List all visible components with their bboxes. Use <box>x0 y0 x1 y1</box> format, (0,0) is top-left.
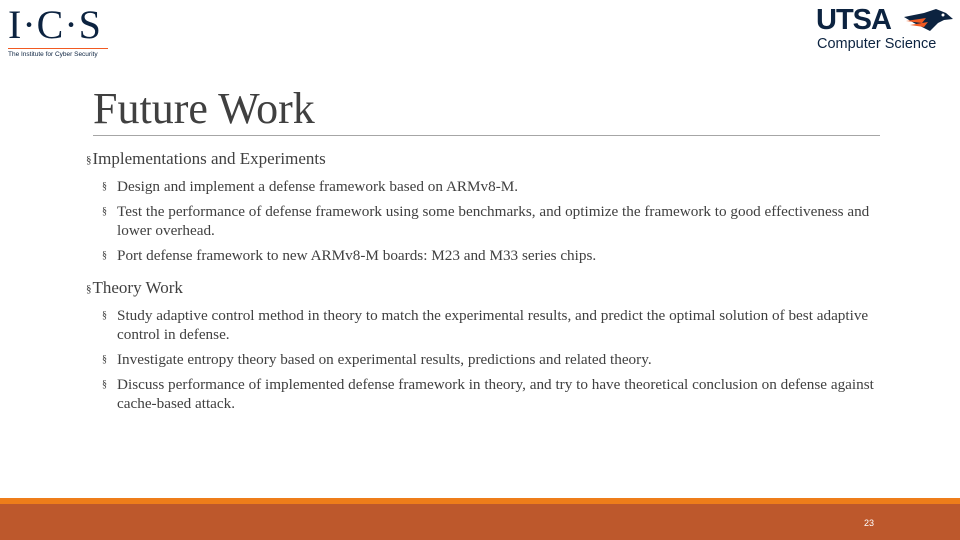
list-item <box>86 350 886 369</box>
list-item-text: Port defense framework to new ARMv8-M boards: M23 and M33 series chips. <box>117 247 597 264</box>
section-heading <box>86 277 886 300</box>
utsa-logo-subtitle: Computer Science <box>817 36 937 52</box>
bullet-icon: § <box>102 206 107 217</box>
section-heading <box>86 148 886 171</box>
ics-logo-tagline: The Institute for Cyber Security <box>8 51 98 58</box>
list-item-text: Discuss performance of implemented defense framework in theory, and try to have theoretical conclusion on defense against cache-based attack. <box>117 376 874 412</box>
slide-title: Future Work <box>93 84 315 133</box>
title-divider <box>93 135 880 136</box>
bullet-icon: § <box>102 250 107 261</box>
list-item-text: Study adaptive control method in theory to match the experimental results, and predict the optimal solution of best adaptive control in defense. <box>117 307 869 343</box>
bullet-icon: § <box>102 310 107 321</box>
slide-content <box>86 148 886 413</box>
section-heading-text: Theory Work <box>92 278 183 297</box>
list-item <box>86 375 886 413</box>
section-heading-text: Implementations and Experiments <box>92 149 326 168</box>
ics-logo-underline <box>8 48 108 49</box>
list-item-text: Investigate entropy theory based on experimental results, predictions and related theory. <box>117 351 652 368</box>
bullet-list <box>86 306 886 413</box>
list-item <box>86 202 886 240</box>
list-item <box>86 246 886 265</box>
bullet-icon: § <box>86 283 92 295</box>
section-gap <box>86 265 886 277</box>
utsa-logo <box>816 6 956 54</box>
list-item <box>86 306 886 344</box>
page-number: 23 <box>864 518 875 528</box>
bullet-icon: § <box>102 181 107 192</box>
utsa-logo-word: UTSA <box>816 4 891 36</box>
bullet-list <box>86 177 886 265</box>
ics-logo-letters: I·C·S <box>8 2 102 47</box>
footer-bar <box>0 504 960 540</box>
list-item-text: Design and implement a defense framework based on ARMv8-M. <box>117 178 519 195</box>
bullet-icon: § <box>102 379 107 390</box>
list-item <box>86 177 886 196</box>
bullet-icon: § <box>102 354 107 365</box>
ics-logo <box>8 4 108 60</box>
roadrunner-icon <box>902 7 954 35</box>
list-item-text: Test the performance of defense framework using some benchmarks, and optimize the framework to good effectiveness and lower overhead. <box>117 203 870 239</box>
bullet-icon: § <box>86 154 92 166</box>
